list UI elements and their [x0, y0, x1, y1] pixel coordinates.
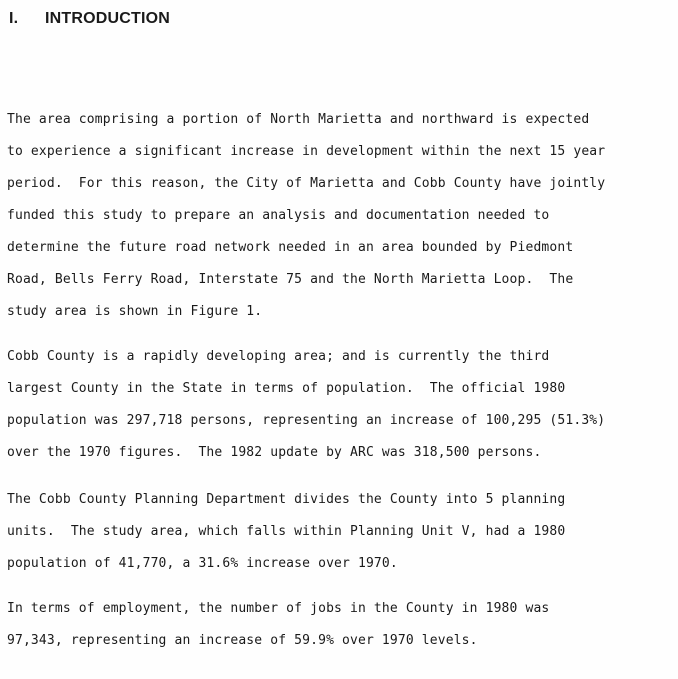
- paragraph-line: population of 41,770, a 31.6% increase over 1970.: [7, 556, 398, 571]
- paragraph-line: determine the future road network needed in an area bounded by Piedmont: [7, 240, 574, 255]
- paragraph-line: Cobb County is a rapidly developing area; and is currently the third: [7, 349, 550, 364]
- paragraph-employment: [7, 593, 667, 657]
- paragraph-planning-units: [7, 484, 667, 580]
- paragraph-study-area: [7, 104, 667, 328]
- paragraph-line: units. The study area, which falls within Planning Unit V, had a 1980: [7, 524, 566, 539]
- paragraph-line: over the 1970 figures. The 1982 update by ARC was 318,500 persons.: [7, 445, 542, 460]
- paragraph-line: period. For this reason, the City of Marietta and Cobb County have jointly: [7, 176, 606, 191]
- paragraph-line: study area is shown in Figure 1.: [7, 304, 263, 319]
- paragraph-line: population was 297,718 persons, representing an increase of 100,295 (51.3%): [7, 413, 606, 428]
- paragraph-line: The area comprising a portion of North Marietta and northward is expected: [7, 112, 590, 127]
- paragraph-population: [7, 341, 667, 469]
- paragraph-line: funded this study to prepare an analysis and documentation needed to: [7, 208, 550, 223]
- paragraph-line: The Cobb County Planning Department divides the County into 5 planning: [7, 492, 566, 507]
- paragraph-line: Road, Bells Ferry Road, Interstate 75 and the North Marietta Loop. The: [7, 272, 574, 287]
- paragraph-line: 97,343, representing an increase of 59.9% over 1970 levels.: [7, 633, 478, 648]
- paragraph-line: In terms of employment, the number of jobs in the County in 1980 was: [7, 601, 550, 616]
- paragraph-line: largest County in the State in terms of population. The official 1980: [7, 381, 566, 396]
- section-number: I.: [9, 10, 19, 27]
- section-title: INTRODUCTION: [45, 10, 171, 27]
- paragraph-line: to experience a significant increase in development within the next 15 year: [7, 144, 606, 159]
- section-heading: [9, 10, 170, 28]
